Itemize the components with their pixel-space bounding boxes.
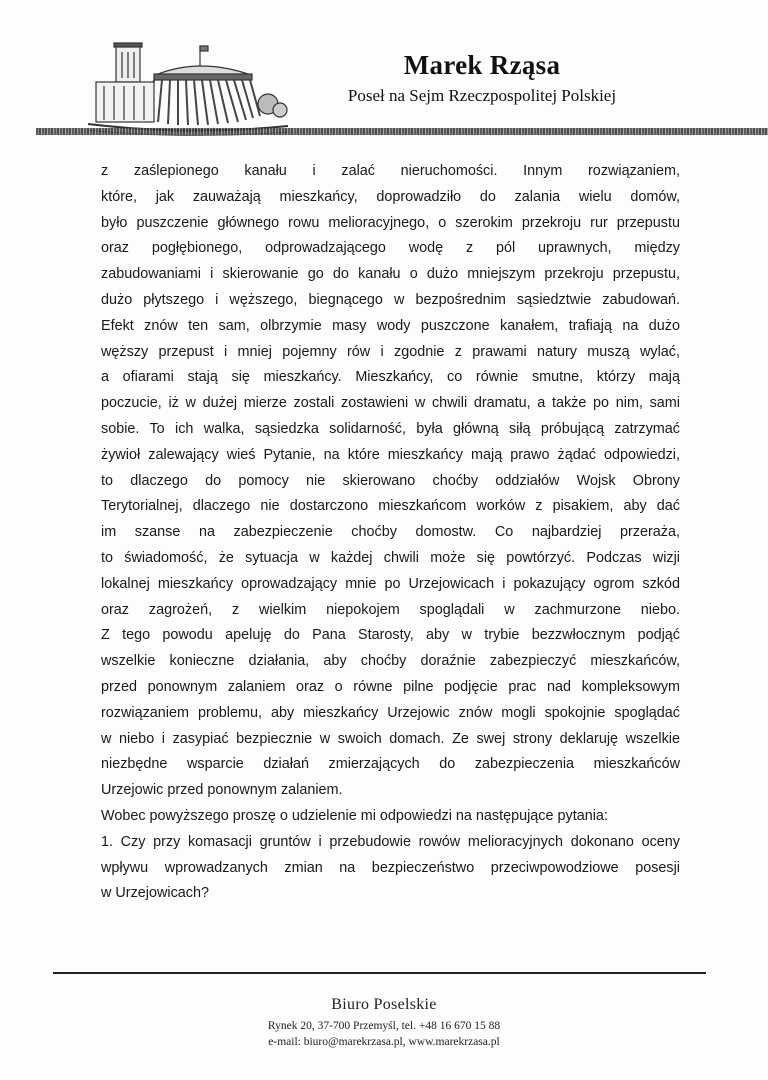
body-line: im szanse na zabezpieczenie choćby domostw. Co najbardziej przeraża,	[101, 524, 680, 541]
footer-office: Biuro Poselskie	[331, 996, 437, 1013]
body-line: dużo płytszego i węższego, biegnącego w bezpośrednim sąsiedztwie zabudowań.	[101, 291, 680, 308]
body-line: Z tego powodu apeluję do Pana Starosty, aby w trybie bezzwłocznym podjąć	[101, 627, 680, 644]
body-line: w niebo i zasypiać bezpiecznie w swoich domach. Ze swej strony deklaruję wszelkie	[101, 730, 680, 747]
sender-name: Marek Rząsa	[403, 50, 561, 80]
footer-contact: e-mail: biuro@marekrzasa.pl, www.marekrzasa.pl	[268, 1036, 500, 1048]
body-line: a ofiarami stają się mieszkańcy. Mieszkańcy, co równie smutne, którzy mają	[101, 369, 680, 386]
body-line: żywioł zalewający wieś Pytanie, na które mieszkańcy mają prawo żądać odpowiedzi,	[101, 446, 680, 463]
footer-address: Rynek 20, 37-700 Przemyśl, tel. +48 16 670 15 88	[267, 1020, 501, 1032]
body-line: 1. Czy przy komasacji gruntów i przebudowie rowów melioracyjnych dokonano oceny	[101, 833, 680, 850]
body-line: Efekt znów ten sam, olbrzymie masy wody puszczone kanałem, trafiają na dużo	[101, 317, 680, 334]
letterhead	[0, 0, 768, 150]
body-line: oraz zagrożeń, z wielkim niepokojem spoglądali w zachmurzone niebo.	[101, 601, 680, 618]
footer-divider	[53, 972, 706, 974]
body-line: poczucie, iż w dużej mierze zostali zostawieni w chwili dramatu, a także po nim, sami	[101, 395, 680, 412]
sender-title: Poseł na Sejm Rzeczpospolitej Polskiej	[347, 86, 617, 105]
body-line: sobie. To ich walka, sąsiedzka solidarność, była główną siłą próbującą zatrzymać	[101, 420, 680, 437]
body-line: wpływu wprowadzanych zmian na bezpieczeństwo przeciwpowodziowe posesji	[101, 859, 680, 876]
body-line: to dlaczego do pomocy nie skierowano choćby oddziałów Wojsk Obrony	[101, 472, 680, 489]
body-line: było puszczenie głównego rowu melioracyjnego, o szerokim przekroju rur przepustu	[101, 214, 680, 231]
body-line: oraz pogłębionego, odprowadzającego wodę z pól uprawnych, między	[101, 240, 680, 257]
body-line: przed ponownym zalaniem oraz o równe pilne podjęcie prac nad kompleksowym	[101, 678, 680, 695]
body-line: Terytorialnej, dlaczego nie dostarczono mieszkańcom worków z pisakiem, aby dać	[101, 498, 680, 515]
header-divider	[36, 128, 768, 135]
body-line: niezbędne wsparcie działań zmierzających do zabezpieczenia mieszkańców	[101, 756, 680, 773]
body-line: zabudowaniami i skierowanie go do kanału o dużo mniejszym przekroju przepustu,	[101, 266, 680, 283]
body-line: które, jak zauważają mieszkańcy, doprowadziło do zalania wielu domów,	[101, 188, 680, 205]
body-line: w Urzejowicach?	[101, 885, 209, 902]
body-line: lokalnej mieszkańcy oprowadzający mnie po Urzejowicach i pokazujący ogrom szkód	[101, 575, 680, 592]
body-line: wszelkie konieczne działania, aby choćby doraźnie zabezpieczyć mieszkańców,	[101, 653, 680, 670]
body-line: rozwiązaniem problemu, aby mieszkańcy Urzejowic znów mogli spokojnie spoglądać	[101, 704, 680, 721]
footer	[0, 996, 768, 1050]
body-line: z zaślepionego kanału i zalać nieruchomości. Innym rozwiązaniem,	[101, 163, 680, 179]
body-line: Urzejowic przed ponownym zalaniem.	[101, 782, 343, 799]
letter-body	[101, 159, 680, 907]
body-line: to świadomość, że sytuacja w każdej chwili może się powtórzyć. Podczas wizji	[101, 549, 680, 566]
sejm-building-logo	[88, 40, 288, 140]
body-line: Wobec powyższego proszę o udzielenie mi odpowiedzi na następujące pytania:	[101, 807, 608, 824]
body-line: węższy przepust i mniej pojemny rów i zgodnie z prawami natury muszą wylać,	[101, 343, 680, 360]
